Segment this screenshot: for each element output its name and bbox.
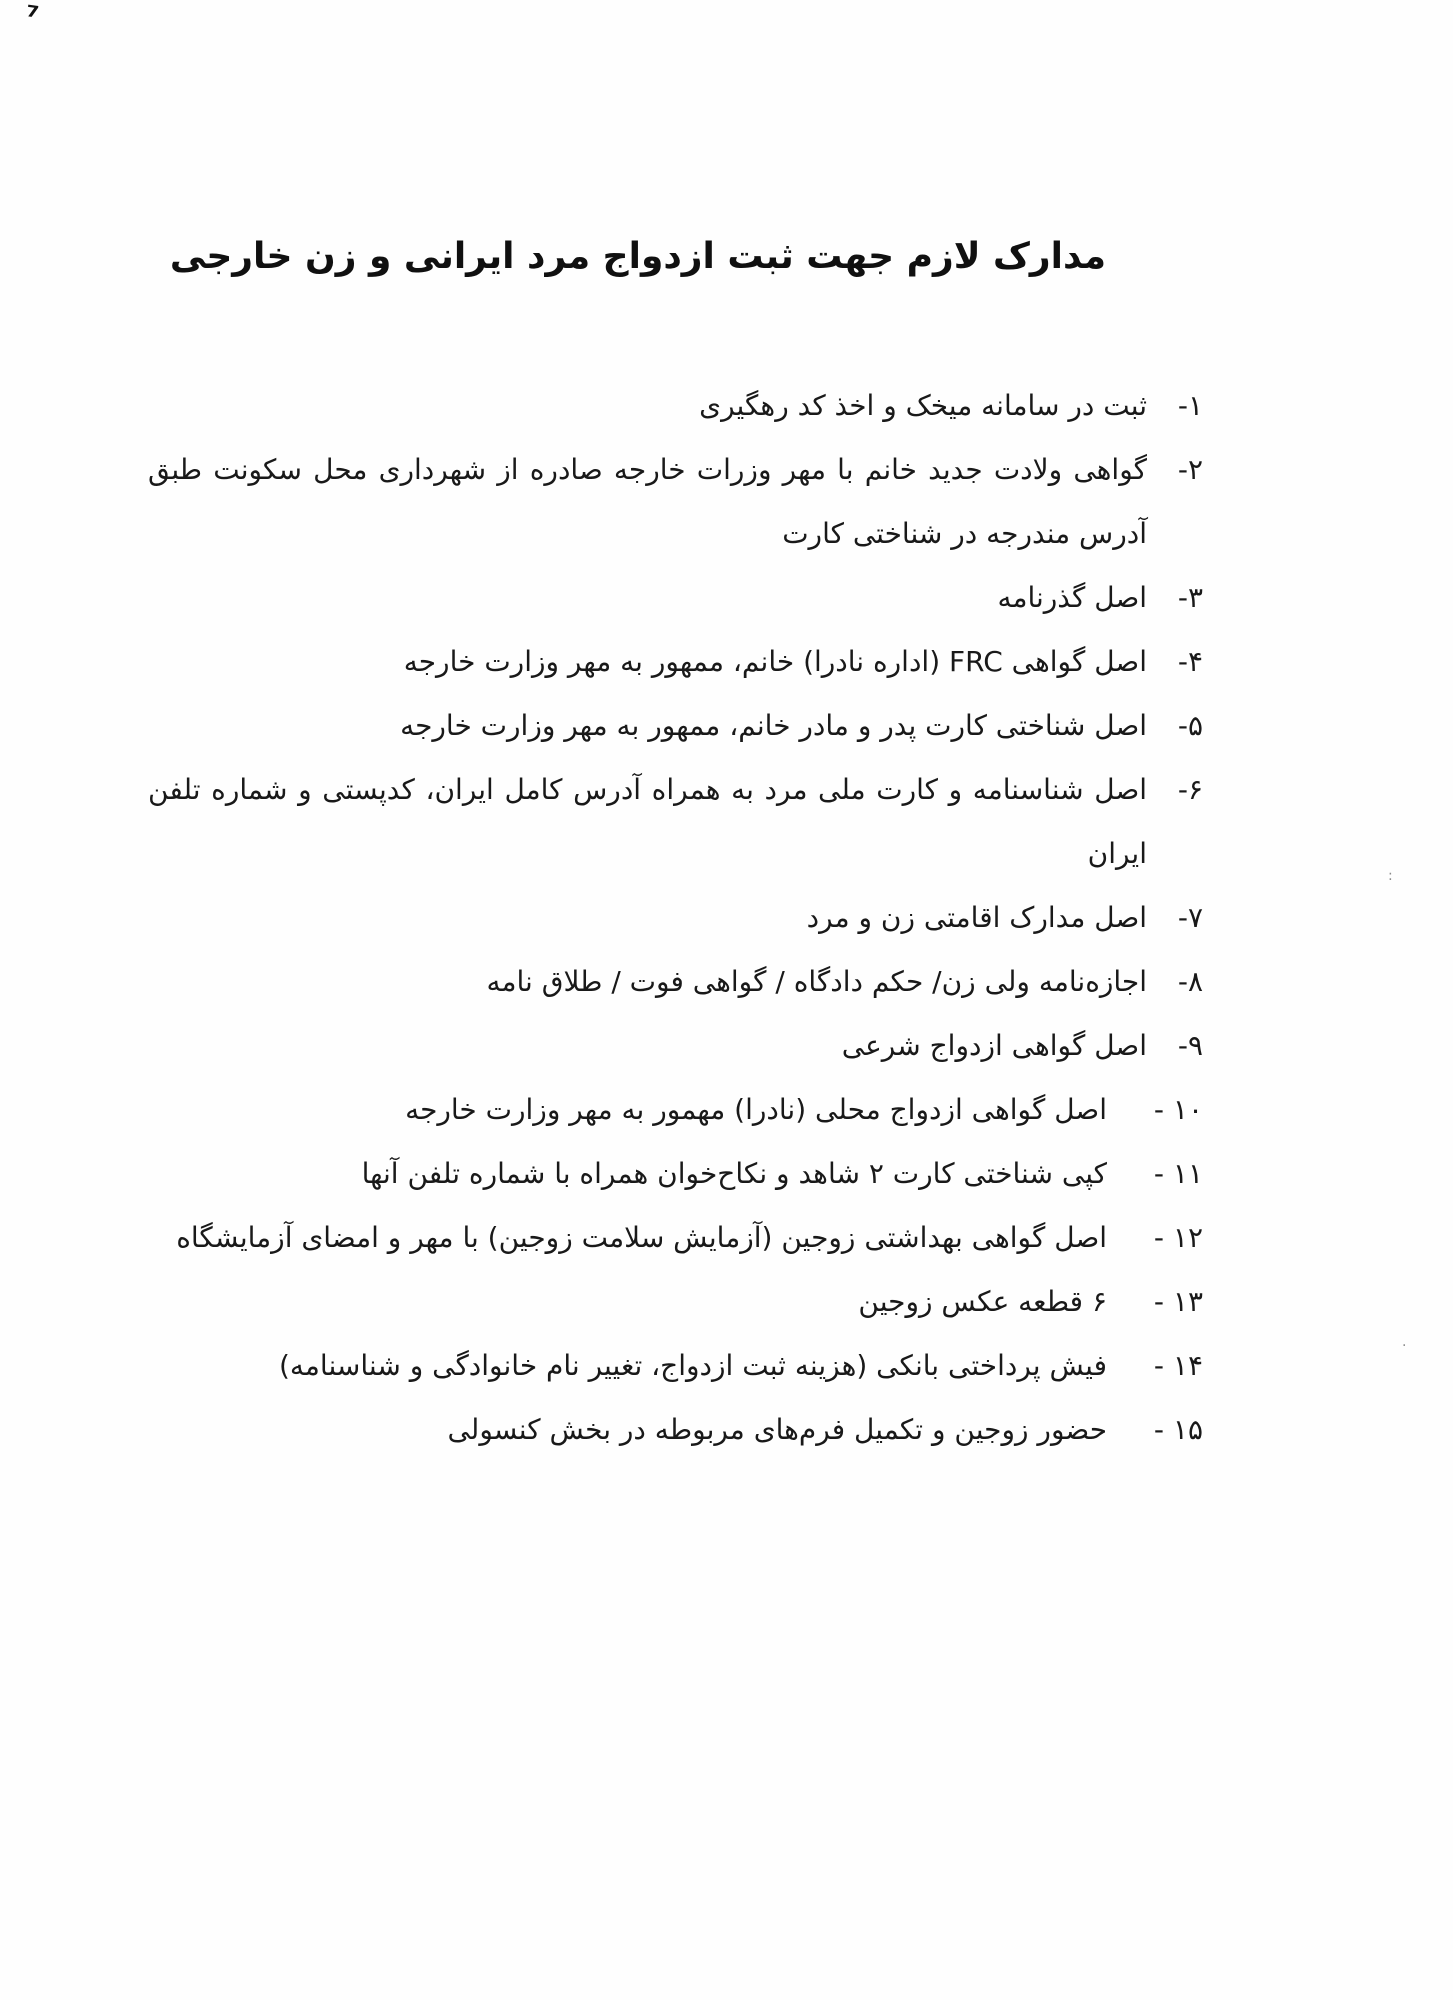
list-item xyxy=(148,758,1203,886)
item-number: ۳- xyxy=(1177,581,1203,614)
list-item xyxy=(148,1206,1203,1270)
list-item xyxy=(148,374,1203,438)
item-text: فیش پرداختی بانکی (هزینه ثبت ازدواج، تغییر نام خانوادگی و شناسنامه) xyxy=(278,1349,1107,1382)
list-item xyxy=(148,886,1203,950)
item-text: کپی شناختی کارت ۲ شاهد و نکاح‌خوان همراه با شماره تلفن آنها xyxy=(361,1157,1107,1190)
scan-artifact-speck: . xyxy=(1402,1334,1407,1350)
item-text: گواهی ولادت جدید خانم با مهر وزرات خارجه صادره از شهرداری محل سکونت طبق آدرس مندرجه در شناختی کارت xyxy=(148,453,1147,550)
item-number: ۷- xyxy=(1177,901,1203,934)
item-number: ۱۲ - xyxy=(1153,1221,1203,1254)
item-text: اصل شناختی کارت پدر و مادر خانم، ممهور به مهر وزارت خارجه xyxy=(400,709,1147,742)
list-item xyxy=(148,1078,1203,1142)
item-text: اصل گواهی ازدواج محلی (نادرا) مهمور به مهر وزارت خارجه xyxy=(405,1093,1107,1126)
item-text: ۶ قطعه عکس زوجین xyxy=(858,1285,1107,1318)
list-item xyxy=(148,1270,1203,1334)
item-text: اصل مدارک اقامتی زن و مرد xyxy=(806,901,1147,934)
list-item xyxy=(148,566,1203,630)
list-item xyxy=(148,630,1203,694)
item-number: ۲- xyxy=(1177,453,1203,486)
item-number: ۴- xyxy=(1177,645,1203,678)
item-text: اصل شناسنامه و کارت ملی مرد به همراه آدرس کامل ایران، کدپستی و شماره تلفن ایران xyxy=(148,773,1147,870)
document-title: مدارک لازم جهت ثبت ازدواج مرد ایرانی و زن خارجی xyxy=(169,236,1107,277)
scan-artifact-speck: : xyxy=(1388,868,1393,884)
list-item xyxy=(148,1014,1203,1078)
requirements-list xyxy=(148,374,1203,1462)
item-number: ۶- xyxy=(1177,773,1203,806)
item-number: ۸- xyxy=(1177,965,1203,998)
scan-artifact-mark: 7 xyxy=(24,1,41,22)
item-text: حضور زوجین و تکمیل فرم‌های مربوطه در بخش کنسولی xyxy=(447,1413,1107,1446)
list-item xyxy=(148,694,1203,758)
item-number: ۱۰ - xyxy=(1153,1093,1203,1126)
item-text: اصل گواهی FRC (اداره نادرا) خانم، ممهور به مهر وزارت خارجه xyxy=(403,645,1147,678)
item-text: ثبت در سامانه میخک و اخذ کد رهگیری xyxy=(699,389,1147,422)
list-item xyxy=(148,950,1203,1014)
item-number: ۵- xyxy=(1177,709,1203,742)
item-number: ۱۱ - xyxy=(1153,1157,1203,1190)
item-number: ۹- xyxy=(1177,1029,1203,1062)
list-item xyxy=(148,1142,1203,1206)
list-item xyxy=(148,438,1203,566)
list-item xyxy=(148,1398,1203,1462)
item-number: ۱- xyxy=(1177,389,1203,422)
item-text: اجازه‌نامه ولی زن/ حکم دادگاه / گواهی فوت / طلاق نامه xyxy=(486,965,1147,998)
item-text: اصل گواهی بهداشتی زوجین (آزمایش سلامت زوجین) با مهر و امضای آزمایشگاه xyxy=(176,1221,1107,1254)
item-number: ۱۳ - xyxy=(1153,1285,1203,1318)
item-text: اصل گذرنامه xyxy=(997,581,1147,614)
item-number: ۱۵ - xyxy=(1153,1413,1203,1446)
item-text: اصل گواهی ازدواج شرعی xyxy=(841,1029,1147,1062)
item-number: ۱۴ - xyxy=(1153,1349,1203,1382)
list-item xyxy=(148,1334,1203,1398)
